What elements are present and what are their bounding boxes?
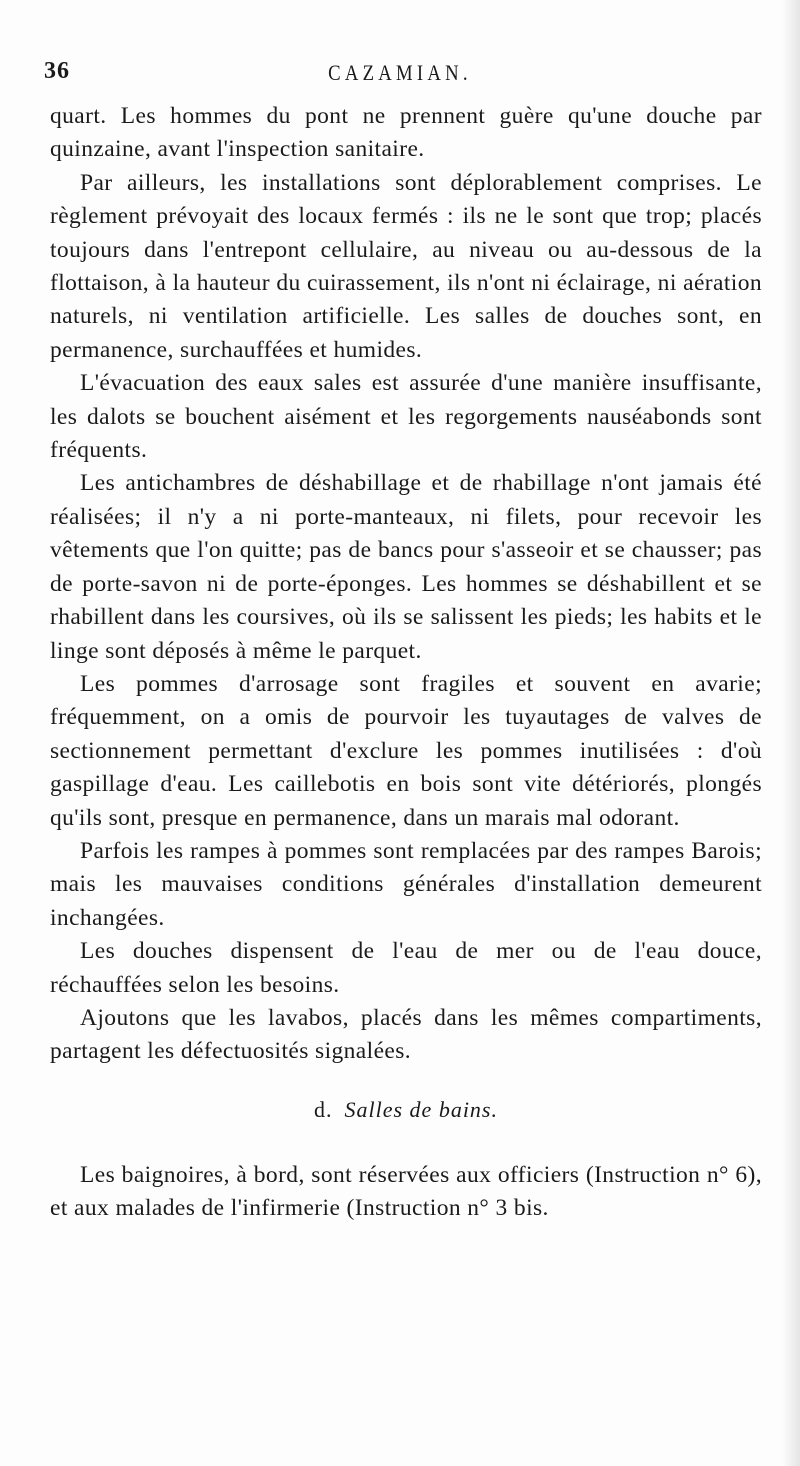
body-text bbox=[50, 100, 762, 1226]
section-heading bbox=[50, 1095, 762, 1125]
section-title: Salles de bains. bbox=[344, 1096, 498, 1122]
section-letter: d. bbox=[314, 1096, 333, 1122]
paragraph-continued: quart. Les hommes du pont ne prennent guère qu'une douche par quinzaine, avant l'inspection sanitaire. bbox=[50, 103, 762, 163]
paragraph: Les pommes d'arrosage sont fragiles et souvent en avarie; fréquemment, on a omis de pourvoir les tuyautages de valves de sectionnement permettant d'exclure les pommes inutilisées : d'où gaspillage d'eau. Les caillebotis en bois sont vite détériorés, plongés qu'ils sont, presque en permanence, dans un marais mal odorant. bbox=[50, 670, 762, 831]
page-edge-shadow bbox=[782, 0, 800, 1466]
running-head-title: CAZAMIAN. bbox=[328, 60, 472, 85]
paragraph: Les douches dispensent de l'eau de mer ou de l'eau douce, réchauffées selon les besoins. bbox=[50, 938, 762, 998]
paragraph: Par ailleurs, les installations sont déplorablement comprises. Le règlement prévoyait des locaux fermés : ils ne le sont que trop; placés toujours dans l'entrepont cellulaire, au niveau ou au-dessous de la flottaison, à la hauteur du cuirassement, ils n'ont ni éclairage, ni aération naturels, ni ventilation artificielle. Les salles de douches sont, en permanence, surchauffées et humides. bbox=[50, 169, 762, 363]
paragraph: Parfois les rampes à pommes sont remplacées par des rampes Barois; mais les mauvaises conditions générales d'installation demeurent inchangées. bbox=[50, 837, 762, 931]
page-number: 36 bbox=[44, 58, 70, 84]
closing-paragraph: Les baignoires, à bord, sont réservées aux officiers (Instruction n° 6), et aux malades de l'infirmerie (Instruction n° 3 bis. bbox=[50, 1161, 762, 1222]
paragraph: Les antichambres de déshabillage et de rhabillage n'ont jamais été réalisées; il n'y a ni porte-manteaux, ni filets, pour recevoir les vêtements que l'on quitte; pas de bancs pour s'asseoir et se chausser; pas de porte-savon ni de porte-éponges. Les hommes se déshabillent et se rhabillent dans les coursives, où ils se salissent les pieds; les habits et le linge sont déposés à même le parquet. bbox=[50, 470, 762, 664]
paragraph: L'évacuation des eaux sales est assurée d'une manière insuffisante, les dalots se bouchent aisément et les regorgements nauséabonds sont fréquents. bbox=[50, 370, 762, 464]
running-head bbox=[44, 58, 756, 90]
paragraph: Ajoutons que les lavabos, placés dans les mêmes compartiments, partagent les défectuosités signalées. bbox=[50, 1004, 762, 1065]
